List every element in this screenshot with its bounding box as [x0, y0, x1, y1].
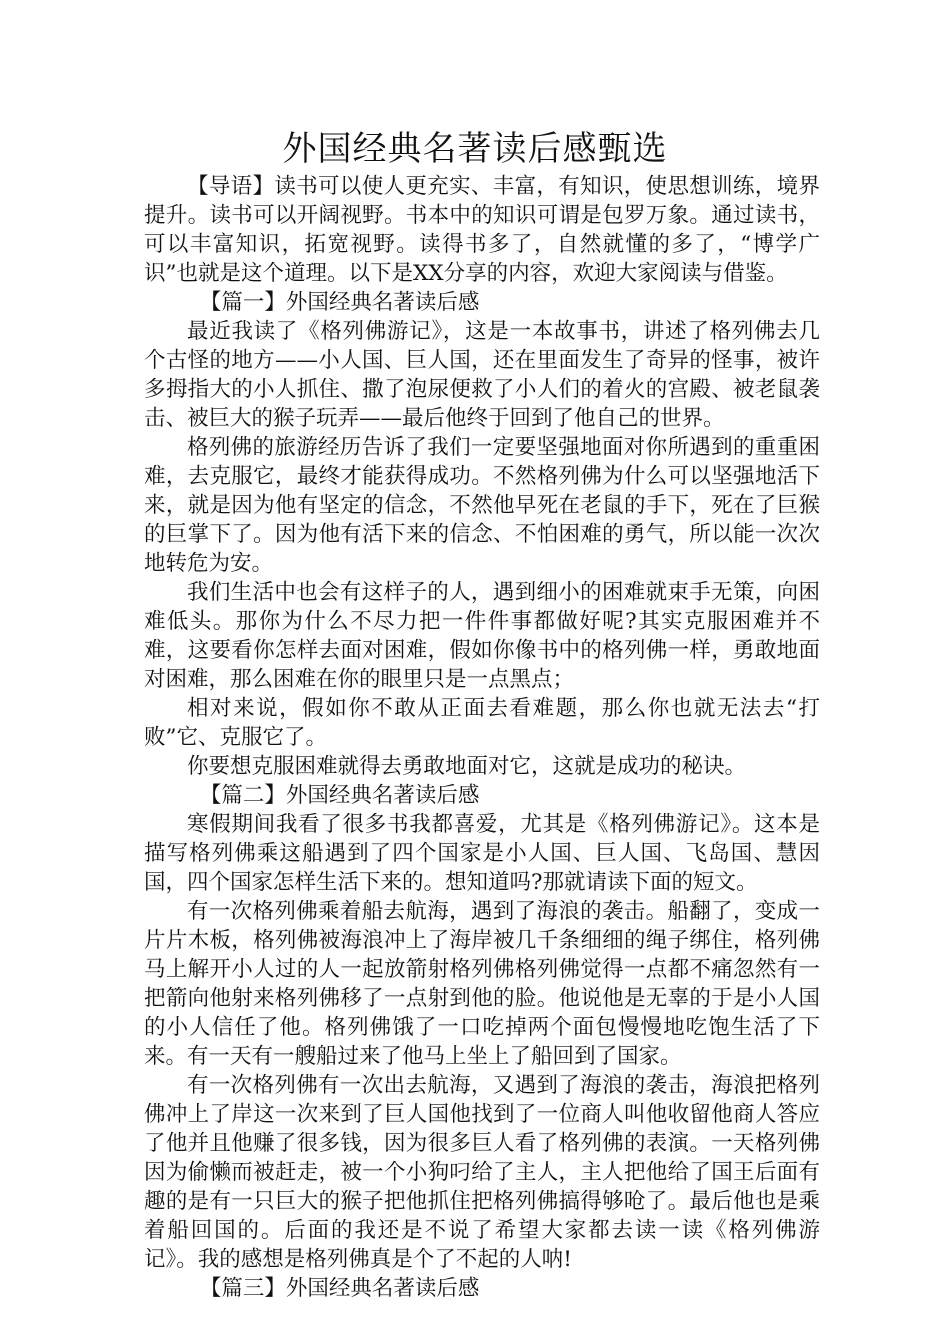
body-paragraph: 我们生活中也会有这样子的人，遇到细小的困难就束手无策，向困难低头。那你为什么不尽力把一件件事都做好呢?其实克服困难并不难，这要看你怎样去面对困难，假如你像书中的格列佛一样，勇敢地面对困难，那么困难在你的眼里只是一点黑点； [144, 580, 820, 692]
document-title: 外国经典名著读后感甄选 [282, 129, 668, 169]
body-paragraph: 寒假期间我看了很多书我都喜爱，尤其是《格列佛游记》。这本是描写格列佛乘这船遇到了四个国家是小人国、巨人国、飞岛国、慧因国，四个国家怎样生活下来的。想知道吗?那就请读下面的短文。 [144, 812, 820, 895]
section-heading-2: 【篇二】外国经典名著读后感 [199, 783, 480, 808]
document-body [144, 172, 820, 1303]
body-paragraph: 有一次格列佛有一次出去航海，又遇到了海浪的袭击，海浪把格列佛冲上了岸这一次来到了巨人国他找到了一位商人叫他收留他商人答应了他并且他赚了很多钱，因为很多巨人看了格列佛的表演。一天格列佛因为偷懒而被赶走，被一个小狗叼给了主人，主人把他给了国王后面有趣的是有一只巨大的猴子把他抓住把格列佛搞得够呛了。最后他也是乘着船回国的。后面的我还是不说了希望大家都去读一读《格列佛游记》。我的感想是格列佛真是个了不起的人呐! [144, 1073, 820, 1272]
section-heading-3: 【篇三】外国经典名著读后感 [199, 1276, 480, 1301]
body-paragraph: 你要想克服困难就得去勇敢地面对它，这就是成功的秘诀。 [187, 754, 747, 779]
section-heading-1: 【篇一】外国经典名著读后感 [199, 290, 480, 315]
body-paragraph: 最近我读了《格列佛游记》，这是一本故事书，讲述了格列佛去几个古怪的地方——小人国、巨人国，还在里面发生了奇异的怪事，被许多拇指大的小人抓住、撒了泡尿便救了小人们的着火的宫殿、被老鼠袭击、被巨大的猴子玩弄——最后他终于回到了他自己的世界。 [144, 319, 820, 431]
body-paragraph: 相对来说，假如你不敢从正面去看难题，那么你也就无法去“打败”它、克服它了。 [144, 696, 820, 750]
body-paragraph: 格列佛的旅游经历告诉了我们一定要坚强地面对你所遇到的重重困难，去克服它，最终才能获得成功。不然格列佛为什么可以坚强地活下来，就是因为他有坚定的信念，不然他早死在老鼠的手下，死在了巨猴的巨掌下了。因为他有活下来的信念、不怕困难的勇气，所以能一次次地转危为安。 [144, 435, 820, 576]
intro-paragraph: 【导语】读书可以使人更充实、丰富，有知识，使思想训练，境界提升。读书可以开阔视野。书本中的知识可谓是包罗万象。通过读书，可以丰富知识，拓宽视野。读得书多了，自然就懂的多了，“博学广识”也就是这个道理。以下是XX分享的内容，欢迎大家阅读与借鉴。 [144, 174, 820, 286]
body-paragraph: 有一次格列佛乘着船去航海，遇到了海浪的袭击。船翻了，变成一片片木板，格列佛被海浪冲上了海岸被几千条细细的绳子绑住，格列佛马上解开小人过的人一起放箭射格列佛格列佛觉得一点都不痛忽然有一把箭向他射来格列佛移了一点射到他的脸。他说他是无辜的于是小人国的小人信任了他。格列佛饿了一口吃掉两个面包慢慢地吃饱生活了下来。有一天有一艘船过来了他马上坐上了船回到了国家。 [144, 899, 820, 1069]
